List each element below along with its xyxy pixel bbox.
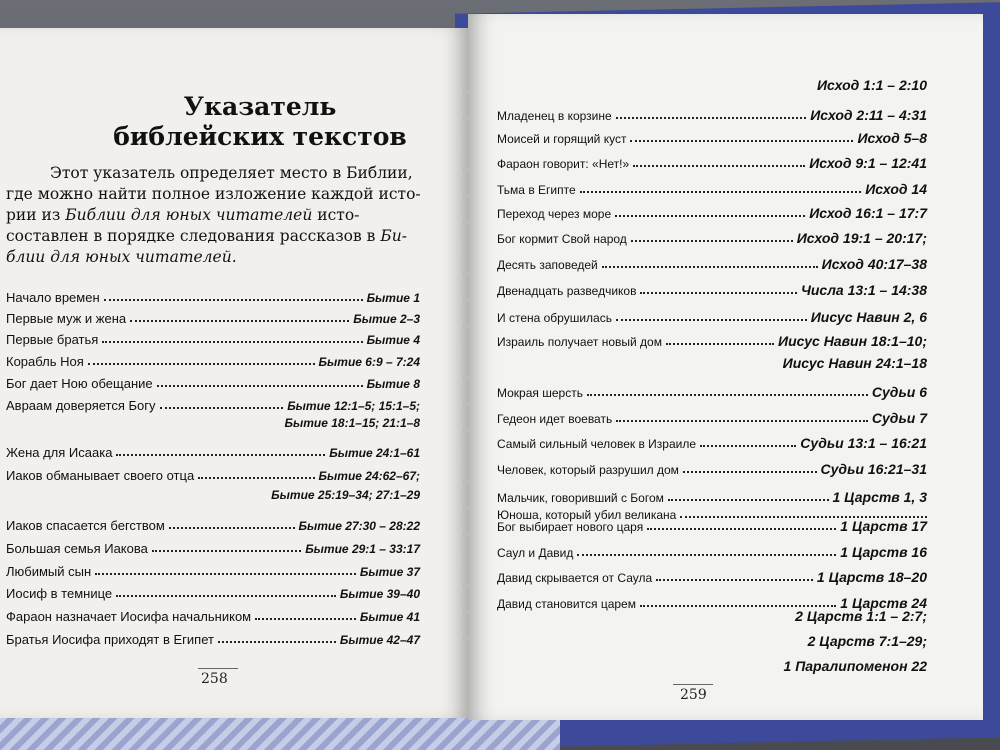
scripture-reference: 1 Царств 16 xyxy=(840,544,927,560)
intro-line xyxy=(6,184,446,205)
index-entry xyxy=(6,306,420,326)
index-entry xyxy=(497,278,927,298)
intro-line xyxy=(50,163,490,184)
index-entry xyxy=(497,457,927,477)
intro-text: составлен в порядке следования рассказов в xyxy=(6,227,381,245)
scripture-reference: Бытие 41 xyxy=(359,610,420,624)
scripture-reference: 1 Царств 18–20 xyxy=(816,569,927,585)
scripture-reference: Бытие 27:30 – 28:22 xyxy=(298,519,420,533)
scripture-reference: Судьи 7 xyxy=(871,410,927,426)
dot-leader xyxy=(152,550,301,552)
scripture-reference-continued: Бытие 25:19–34; 27:1–29 xyxy=(271,488,420,502)
scripture-reference: Исход 2:11 – 4:31 xyxy=(810,107,927,123)
index-entry xyxy=(497,540,927,560)
scripture-reference: Исход 5–8 xyxy=(857,130,927,146)
scripture-reference: Бытие 12:1–5; 15:1–5; xyxy=(287,399,420,413)
intro-line xyxy=(6,205,446,226)
dot-leader xyxy=(116,454,325,456)
dot-leader xyxy=(656,579,813,581)
dot-leader xyxy=(88,363,315,365)
story-title: Братья Иосифа приходят в Египет xyxy=(6,632,214,647)
index-title-line2: библейских текстов xyxy=(113,122,407,151)
story-title: Моисей и горящий куст xyxy=(497,132,627,146)
intro-text: рии из xyxy=(6,206,66,224)
intro-text: исто- xyxy=(312,206,360,224)
scripture-reference: Бытие 24:1–61 xyxy=(329,446,420,460)
story-title: Иаков обманывает своего отца xyxy=(6,468,195,483)
index-entry xyxy=(6,371,420,391)
scripture-reference: 1 Царств 1, 3 xyxy=(832,489,927,505)
index-entry xyxy=(497,252,927,272)
dot-leader xyxy=(616,117,807,119)
index-entry xyxy=(6,581,420,601)
dot-leader xyxy=(640,292,797,294)
dot-leader xyxy=(602,266,818,268)
scripture-reference: Судьи 16:21–31 xyxy=(820,461,927,477)
story-title: Иаков спасается бегством xyxy=(6,518,165,533)
story-title: Первые муж и жена xyxy=(6,311,127,326)
index-entry xyxy=(497,305,927,325)
dot-leader xyxy=(630,140,853,142)
intro-text: Этот указатель определяет место в Библии, xyxy=(50,164,413,182)
scripture-reference-continued: Иисус Навин 24:1–18 xyxy=(782,355,927,371)
page-number-rule xyxy=(673,684,713,685)
scripture-reference: Бытие 2–3 xyxy=(353,312,420,326)
story-title: Бог кормит Свой народ xyxy=(497,232,627,246)
scripture-reference: Бытие 1 xyxy=(366,291,420,305)
scripture-reference: Числа 13:1 – 14:38 xyxy=(800,282,927,298)
dot-leader xyxy=(683,471,817,473)
story-title: Корабль Ноя xyxy=(6,354,84,369)
story-title: Юноша, который убил великана xyxy=(497,508,677,522)
scripture-reference: Бытие 24:62–67; xyxy=(318,469,420,483)
story-title: Бог дает Ною обещание xyxy=(6,376,153,391)
index-entry xyxy=(6,604,420,624)
scripture-reference: Исход 14 xyxy=(865,181,927,197)
story-title: Младенец в корзине xyxy=(497,109,612,123)
index-entry xyxy=(6,463,420,483)
index-entry xyxy=(497,329,927,349)
story-title: Фараон говорит: «Нет!» xyxy=(497,157,630,171)
story-title: Иосиф в темнице xyxy=(6,586,113,601)
story-title: Первые братья xyxy=(6,332,99,347)
page-number-left: 258 xyxy=(201,671,228,687)
scripture-reference-continued: 1 Паралипоменон 22 xyxy=(783,658,927,674)
dot-leader xyxy=(102,341,362,343)
story-title: Гедеон идет воевать xyxy=(497,412,613,426)
index-entry xyxy=(497,151,927,171)
intro-text: где можно найти полное изложение каждой исто- xyxy=(6,185,421,203)
scripture-reference: Бытие 42–47 xyxy=(339,633,420,647)
index-entry xyxy=(497,565,927,585)
story-title: Десять заповедей xyxy=(497,258,598,272)
index-entry xyxy=(6,393,420,413)
scripture-reference: Бытие 4 xyxy=(366,333,420,347)
story-title: Двенадцать разведчиков xyxy=(497,284,637,298)
dot-leader xyxy=(633,165,805,167)
index-entry xyxy=(6,627,420,647)
dot-leader xyxy=(116,595,336,597)
index-entry xyxy=(497,380,927,400)
dot-leader xyxy=(668,499,829,501)
scripture-reference: Иисус Навин 18:1–10; xyxy=(778,333,927,349)
index-entry xyxy=(497,406,927,426)
scripture-reference: 1 Царств 24 xyxy=(840,595,927,611)
story-title: Мальчик, говоривший с Богом xyxy=(497,491,664,505)
dot-leader xyxy=(647,528,836,530)
scripture-reference-continued: Бытие 18:1–15; 21:1–8 xyxy=(284,416,420,430)
dot-leader xyxy=(631,240,793,242)
scripture-reference: Исход 9:1 – 12:41 xyxy=(809,155,927,171)
index-entry xyxy=(497,103,927,123)
scripture-reference: Бытие 8 xyxy=(366,377,420,391)
scripture-reference: Судьи 13:1 – 16:21 xyxy=(800,435,927,451)
dot-leader xyxy=(587,394,868,396)
dot-leader xyxy=(130,320,349,322)
index-entry xyxy=(497,126,927,146)
dot-leader xyxy=(700,445,796,447)
dot-leader xyxy=(616,420,868,422)
scripture-reference-continued: Исход 1:1 – 2:10 xyxy=(816,77,927,93)
dot-leader xyxy=(580,191,862,193)
story-title: Большая семья Иакова xyxy=(6,541,148,556)
index-entry xyxy=(6,440,420,460)
story-title: Мокрая шерсть xyxy=(497,386,583,400)
dot-leader xyxy=(169,527,295,529)
dot-leader xyxy=(198,477,314,479)
page-number-right: 259 xyxy=(680,687,707,703)
scripture-reference: 1 Царств 17 xyxy=(840,518,927,534)
dot-leader xyxy=(616,319,807,321)
story-title: Самый сильный человек в Израиле xyxy=(497,437,697,451)
story-title: Фараон назначает Иосифа начальником xyxy=(6,609,252,624)
intro-line xyxy=(6,226,446,247)
index-entry xyxy=(497,431,927,451)
scripture-reference: Судьи 6 xyxy=(871,384,927,400)
story-title: Израиль получает новый дом xyxy=(497,335,662,349)
dot-leader xyxy=(615,215,805,217)
index-title-line1: Указатель xyxy=(183,92,337,121)
story-title: Бог выбирает нового царя xyxy=(497,520,644,534)
scripture-reference-continued: 2 Царств 7:1–29; xyxy=(807,633,927,649)
scripture-reference: Исход 19:1 – 20:17; xyxy=(796,230,927,246)
story-title: Саул и Давид xyxy=(497,546,574,560)
story-title: Давид становится царем xyxy=(497,597,636,611)
index-entry xyxy=(497,201,927,221)
dot-leader xyxy=(640,605,836,607)
index-entry xyxy=(6,559,420,579)
index-entry xyxy=(497,514,927,534)
scripture-reference: Исход 40:17–38 xyxy=(821,256,927,272)
scripture-reference-continued: 2 Царств 1:1 – 2:7; xyxy=(795,608,927,624)
index-entry xyxy=(497,226,927,246)
story-title: Переход через море xyxy=(497,207,612,221)
intro-text: Библии для юных читателей xyxy=(65,206,313,224)
story-title: Жена для Исаака xyxy=(6,445,113,460)
scripture-reference: Бытие 37 xyxy=(359,565,420,579)
index-entry xyxy=(6,285,420,305)
page-number-rule xyxy=(198,668,238,669)
intro-text: Би- xyxy=(380,227,407,245)
dot-leader xyxy=(577,554,836,556)
dot-leader xyxy=(255,618,356,620)
index-entry xyxy=(6,327,420,347)
story-title: Человек, который разрушил дом xyxy=(497,463,679,477)
scripture-reference: Исход 16:1 – 17:7 xyxy=(809,205,927,221)
scripture-reference: Бытие 29:1 – 33:17 xyxy=(305,542,420,556)
dot-leader xyxy=(95,573,356,575)
story-title: Давид скрывается от Саула xyxy=(497,571,653,585)
dot-leader xyxy=(160,407,284,409)
index-entry xyxy=(6,349,420,369)
scripture-reference: Бытие 6:9 – 7:24 xyxy=(318,355,420,369)
scripture-reference: Иисус Навин 2, 6 xyxy=(810,309,927,325)
story-title: Тьма в Египте xyxy=(497,183,576,197)
story-title: Начало времен xyxy=(6,290,100,305)
story-title: И стена обрушилась xyxy=(497,311,612,325)
intro-line xyxy=(6,247,446,268)
story-title: Авраам доверяется Богу xyxy=(6,398,156,413)
scripture-reference: Бытие 39–40 xyxy=(339,587,420,601)
index-entry xyxy=(497,177,927,197)
index-entry xyxy=(6,513,420,533)
index-entry xyxy=(6,536,420,556)
dot-leader xyxy=(218,641,336,643)
intro-text: блии для юных читателей. xyxy=(6,248,237,266)
dot-leader xyxy=(666,343,774,345)
story-title: Любимый сын xyxy=(6,564,92,579)
dot-leader xyxy=(104,299,363,301)
dot-leader xyxy=(157,385,363,387)
